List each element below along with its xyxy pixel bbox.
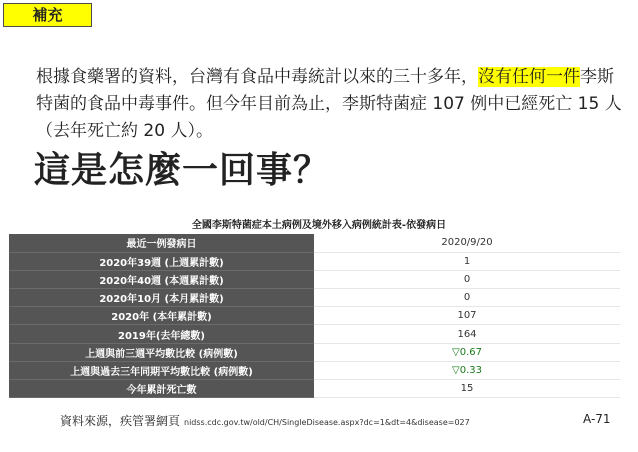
source-url: nidss.cdc.gov.tw/old/CH/SingleDisease.aspx?dc=1&dt=4&disease=027 [184,418,470,427]
row-label: 2020年 (本年累計數) [9,307,314,325]
trend-value: 0.33 [459,364,482,376]
row-label: 上週與前三週平均數比較 (病例數) [9,343,314,361]
table-title: 全國李斯特菌症本土病例及境外移入病例統計表-依發病日 [191,220,447,231]
table-row [9,307,620,325]
table-row [9,270,620,288]
row-value: 1 [314,252,620,270]
row-value: 2020/9/20 [314,234,620,252]
row-value [314,343,620,361]
row-label: 今年累計死亡數 [9,380,314,398]
row-label: 上週與過去三年同期平均數比較 (病例數) [9,361,314,379]
row-label: 2020年40週 (本週累計數) [9,270,314,288]
page-number: A-71 [583,412,611,426]
row-label: 2019年(去年總數) [9,325,314,343]
table-row [9,361,620,379]
headline: 這是怎麼一回事？ [34,150,331,191]
table-row [9,325,620,343]
row-label: 最近一例發病日 [9,234,314,252]
intro-paragraph [36,64,626,145]
highlighted-text: 沒有任何一件 [478,67,580,87]
listeriosis-stats-table [9,234,620,398]
row-value: 0 [314,289,620,307]
table-row [9,289,620,307]
row-value: 0 [314,270,620,288]
row-label: 2020年10月 (本月累計數) [9,289,314,307]
row-value [314,361,620,379]
down-triangle-icon: ▽ [452,346,460,358]
row-label: 2020年39週 (上週累計數) [9,252,314,270]
table-row [9,252,620,270]
down-triangle-icon: ▽ [452,364,460,376]
row-value: 164 [314,325,620,343]
row-value: 15 [314,380,620,398]
table-row [9,380,620,398]
supplement-tag: 補充 [3,3,92,27]
table-row [9,234,620,252]
trend-value: 0.67 [459,346,482,358]
paragraph-text-before: 根據食藥署的資料，台灣有食品中毒統計以來的三十多年， [36,67,478,87]
row-value: 107 [314,307,620,325]
table-row [9,343,620,361]
source-label: 資料來源，疾管署網頁 [60,414,181,428]
source-note [60,412,470,429]
paragraph-text-after: 李斯特菌的食品中毒事件。但今年目前為止，李斯特菌症 107 例中已經死亡 15 人（去年死亡約 20 人）。 [36,67,622,141]
